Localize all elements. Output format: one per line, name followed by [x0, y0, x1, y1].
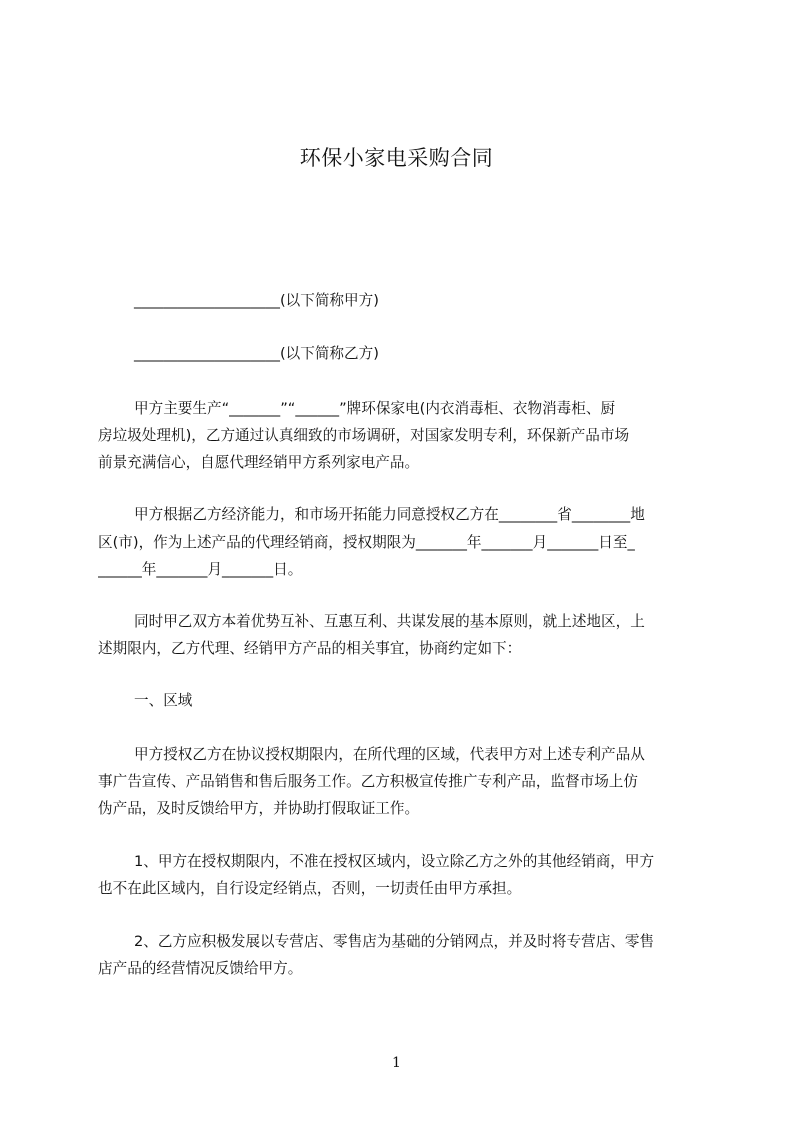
region-line-1: 甲方授权乙方在协议授权期限内，在所代理的区域，代表甲方对上述专利产品从	[134, 746, 645, 763]
intro-line-3: 前景充满信心，自愿代理经销甲方系列家电产品。	[98, 454, 420, 471]
authorization-line-3: ______年_______月_______日。	[98, 561, 303, 578]
page-number: 1	[392, 1055, 401, 1071]
clause-1-line-1: 1、甲方在授权期限内，不准在授权区域内，设立除乙方之外的其他经销商，甲方	[134, 853, 655, 870]
intro-line-2: 房垃圾处理机)，乙方通过认真细致的市场调研，对国家发明专利，环保新产品市场	[98, 427, 630, 444]
clause-2-line-2: 店产品的经营情况反馈给甲方。	[98, 960, 303, 977]
party-b-line: ____________________(以下简称乙方)	[134, 345, 379, 362]
section-heading-region: 一、区域	[134, 692, 193, 709]
contract-title: 环保小家电采购合同	[299, 146, 494, 170]
authorization-line-2: 区(市)，作为上述产品的代理经销商，授权期限为_______年_______月_______日至_	[98, 534, 635, 551]
intro-line-1: 甲方主要生产“_______”“______”牌环保家电(内衣消毒柜、衣物消毒柜、厨	[134, 400, 616, 417]
region-line-2: 事广告宣传、产品销售和售后服务工作。乙方积极宣传推广专利产品，监督市场上仿	[98, 773, 638, 790]
principle-line-2: 述期限内，乙方代理、经销甲方产品的相关事宜，协商约定如下：	[98, 640, 522, 657]
clause-1-line-2: 也不在此区域内，自行设定经销点，否则，一切责任由甲方承担。	[98, 880, 522, 897]
party-a-line: ____________________(以下简称甲方)	[134, 292, 379, 309]
principle-line-1: 同时甲乙双方本着优势互补、互惠互利、共谋发展的基本原则，就上述地区，上	[134, 613, 645, 630]
authorization-line-1: 甲方根据乙方经济能力，和市场开拓能力同意授权乙方在________省________地	[134, 506, 645, 523]
region-line-3: 伪产品，及时反馈给甲方，并协助打假取证工作。	[98, 800, 420, 817]
clause-2-line-1: 2、乙方应积极发展以专营店、零售店为基础的分销网点，并及时将专营店、零售	[134, 933, 655, 950]
